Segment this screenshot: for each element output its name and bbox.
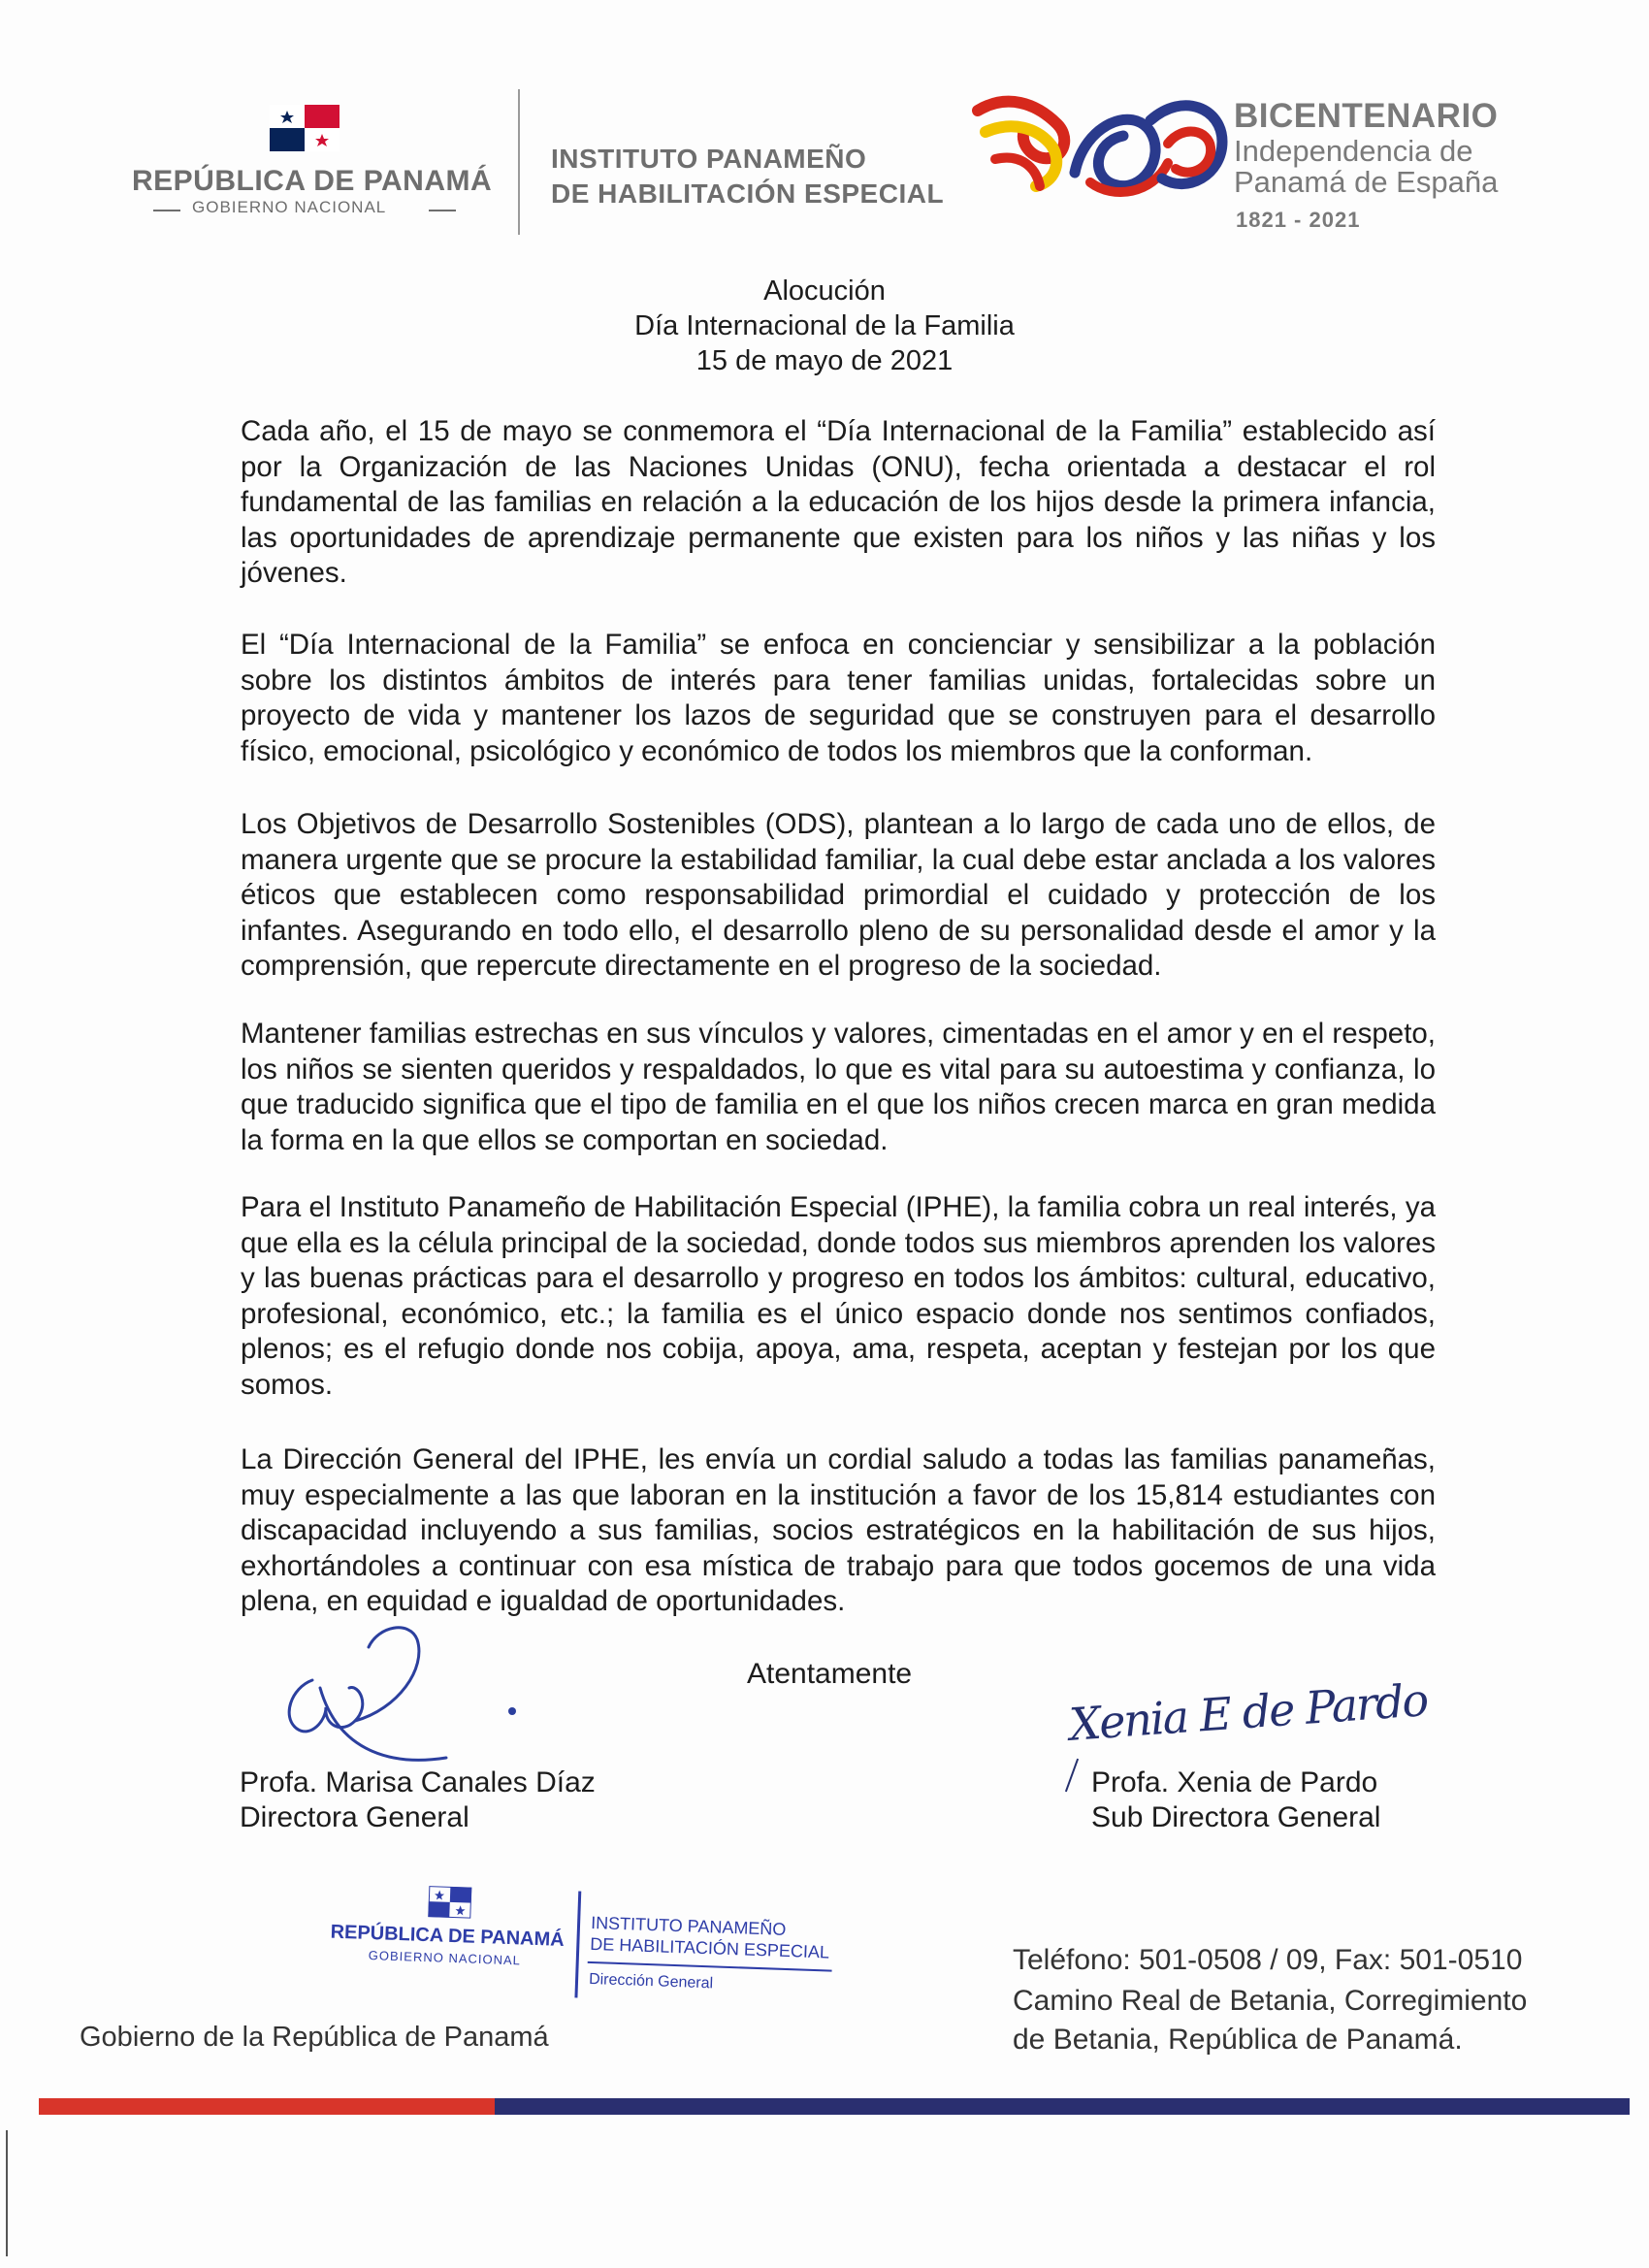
document-subtitle: Día Internacional de la Familia (634, 310, 1015, 341)
stamp-government-subtitle: GOBIERNO NACIONAL (368, 1947, 522, 1968)
closing-text: Atentamente (747, 1658, 913, 1690)
stamp-department: Dirección General (588, 1970, 714, 1993)
director-role: Directora General (240, 1801, 469, 1833)
bicentennial-line1: Independencia de (1234, 134, 1473, 168)
director-name: Profa. Marisa Canales Díaz (240, 1766, 596, 1798)
government-name: REPÚBLICA DE PANAMÁ (132, 165, 493, 197)
body-paragraph-4: Mantener familias estrechas en sus vínculos y valores, cimentadas en el amor y en el respeto, los niños se sienten queridos y respaldados, lo que es vital para su autoestima y confianza, lo que traducido significa que el tipo de familia en el que los niños crecen marca en gran medida la forma en la que ellos se comportan en sociedad. (241, 1018, 1436, 1156)
institute-name-line2: DE HABILITACIÓN ESPECIAL (551, 178, 945, 209)
document-date: 15 de mayo de 2021 (695, 345, 954, 376)
bicentennial-ribbon-logo (968, 85, 1232, 206)
bicentennial-years: 1821 - 2021 (1236, 208, 1361, 232)
handwritten-signature-subdirector: Xenia E de Pardo (1067, 1673, 1429, 1751)
official-stamp (328, 1883, 856, 2027)
body-paragraph-1: Cada año, el 15 de mayo se conmemora el “Día Internacional de la Familia” establecido así por la Organización de las Naciones Unidas (ONU), fecha orientada a destacar el rol fundamental de las familias en relación a la educación de los hijos desde la primera infancia, las oportunidades de aprendizaje permanente que existen para los niños y las niñas y los jóvenes. (241, 415, 1436, 590)
government-subtitle: GOBIERNO NACIONAL (192, 198, 387, 216)
footer-contact-address1: Camino Real de Betania, Corregimiento (1013, 1985, 1528, 2017)
stamp-government-name: REPÚBLICA DE PANAMÁ (330, 1921, 566, 1951)
body-paragraph-6: La Dirección General del IPHE, les envía un cordial saludo a todas las familias panameñas, muy especialmente a las que laboran en la institución a favor de los 15,814 estudiantes con discapacidad incluyendo a sus familias, socios estratégicos en la habilitación de sus hijos, exhortándoles a continuar con esa mística de trabajo para que todos gocemos de una vida plena, en equidad e igualdad de oportunidades. (241, 1443, 1436, 1618)
bicentennial-title: BICENTENARIO (1234, 97, 1499, 135)
subdirector-role: Sub Directora General (1091, 1801, 1381, 1833)
stamp-flag-icon (428, 1886, 471, 1919)
stamp-divider (574, 1891, 581, 1997)
handwritten-signature-director (262, 1620, 534, 1785)
body-paragraph-5: Para el Instituto Panameño de Habilitación Especial (IPHE), la familia cobra un real interés, ya que ella es la célula principal de la sociedad, donde todos sus miembros aprenden los valores y las buenas prácticas para el desarrollo y progreso en todos los ámbitos: cultural, educativo, profesional, económico, etc.; la familia es el único espacio donde nos sentimos confiados, plenos; es el refugio donde nos cobija, apoya, ama, respeta, aceptan y festejan por los que somos. (241, 1191, 1436, 1401)
signature-stroke (1065, 1759, 1079, 1793)
bicentennial-line2: Panamá de España (1234, 165, 1499, 199)
footer-bar-red (39, 2098, 495, 2115)
stamp-rule (588, 1961, 832, 1972)
body-paragraph-2: El “Día Internacional de la Familia” se enfoca en concienciar y sensibilizar a la población sobre los distintos ámbitos de interés para tener familias unidas, fortalecidas sobre un proyecto de vida y mantener los lazos de seguridad que se construyen para el desarrollo físico, emocional, psicológico y económico de todos los miembros que la conforman. (241, 629, 1436, 767)
footer-contact-address2: de Betania, República de Panamá. (1013, 2024, 1463, 2056)
scan-margin-line (6, 2130, 8, 2256)
footer-bar-blue (495, 2098, 1630, 2115)
stamp-institute-line1: INSTITUTO PANAMEÑO (590, 1912, 787, 1939)
subdirector-name: Profa. Xenia de Pardo (1091, 1766, 1378, 1798)
footer-government-text: Gobierno de la República de Panamá (80, 2022, 549, 2053)
header-divider (518, 89, 520, 235)
body-paragraph-3: Los Objetivos de Desarrollo Sostenibles (ODS), plantean a lo largo de cada uno de ellos, de manera urgente que se procure la estabilidad familiar, la cual debe estar anclada a los valores éticos que establecen como responsabilidad primordial el cuidado y protección de los infantes. Asegurando en todo ello, el desarrollo pleno de su personalidad desde el amor y la comprensión, que repercute directamente en el progreso de la sociedad. (241, 808, 1436, 983)
stamp-institute-line2: DE HABILITACIÓN ESPECIAL (590, 1933, 830, 1962)
institute-name-line1: INSTITUTO PANAMEÑO (551, 144, 867, 174)
panama-flag-icon (270, 105, 340, 151)
document-title: Alocución (763, 275, 886, 307)
government-subtitle-row (153, 198, 454, 223)
footer-contact-phone: Teléfono: 501-0508 / 09, Fax: 501-0510 (1013, 1944, 1523, 1976)
